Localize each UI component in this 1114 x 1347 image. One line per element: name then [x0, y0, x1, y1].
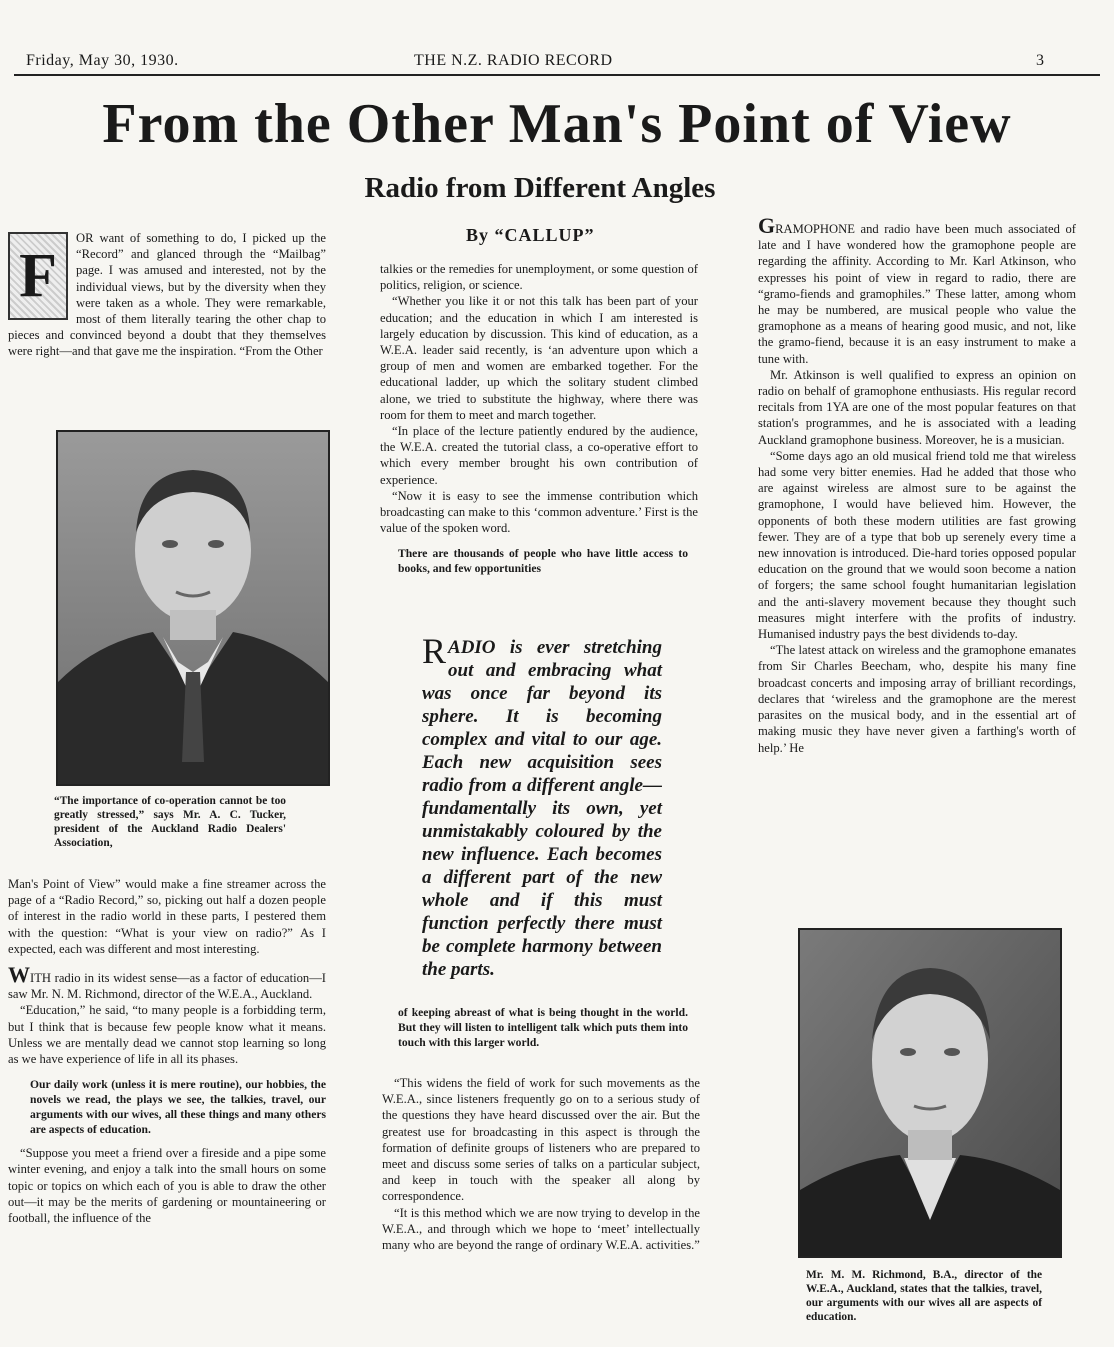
paragraph-gramophone — [758, 213, 1076, 367]
issue-date: Friday, May 30, 1930. — [26, 52, 179, 69]
gramophone-initial: G — [758, 213, 776, 238]
column-2-top — [380, 261, 698, 576]
paragraph-now: “Now it is easy to see the immense contribution which broadcasting can make to this ‘common adventure.’ First is the value of the spoken word. — [380, 488, 698, 536]
header-rule — [14, 74, 1100, 76]
column-3-text — [758, 213, 1076, 756]
bold-keeping-abreast: of keeping abreast of what is being thought in the world. But they will listen to intelligent talk which puts them into touch with this larger world. — [398, 1006, 688, 1049]
paragraph-education: “Education,” he said, “to many people is a forbidding term, but I think that is because few people know what it means. Unless we are mentally dead we cannot stop learning so long as we have experience of life in all its phases. — [8, 1003, 326, 1067]
pull-quote-text: ADIO is ever stretching out and embracing what was once far beyond its sphere. It is becoming complex and vital to our age. Each new acquisition sees radio from a different angle—fundamentally its own, yet unmistakably coloured by the new influence. Each becomes a different part of the new whole and if this must function perfectly there must be complete harmony between the parts. — [422, 637, 662, 980]
paragraph-whether: “Whether you like it or not this talk has been part of your education; and the education in which I am interested is largely education by discussion. This kind of education, as a W.E.A. leader said recently, is ‘an adventure upon which a group of men and women are embarked together. For the educational ladder, up which the solitary student climbed alone, we tried to substitute the highway, where there was room for them to meet and march together. — [380, 294, 698, 422]
paragraph-method: “It is this method which we are now trying to develop in the W.E.A., and through which we hope to ‘meet’ intellectually many who are beyond the range of ordinary W.E.A. activities.” — [382, 1205, 700, 1253]
bold-thousands: There are thousands of people who have little access to books, and few opportunities — [398, 547, 688, 576]
column-1-bottom — [8, 876, 326, 1226]
pull-quote — [422, 631, 662, 981]
portrait-tucker-image — [58, 432, 328, 784]
column-2-bottom — [382, 1075, 700, 1253]
bold-daily-work: Our daily work (unless it is mere routine), our hobbies, the novels we read, the plays we see, the talkies, travel, our arguments with our wives, all these things and many others are aspects of education. — [30, 1078, 326, 1137]
photo-richmond — [798, 928, 1062, 1258]
column-1-top — [8, 230, 326, 360]
paragraph-with-radio — [8, 962, 326, 1002]
photo-caption-richmond: Mr. M. M. Richmond, B.A., director of the W.E.A., Auckland, states that the talkies, travel, our arguments with our wives all are aspects of education. — [806, 1269, 1042, 1323]
subheadline: Radio from Different Angles — [364, 172, 716, 204]
with-text: ITH radio in its widest sense—as a factor of education—I saw Mr. N. M. Richmond, director of the W.E.A., Auckland. — [8, 971, 326, 1002]
with-initial: W — [8, 962, 30, 988]
pull-quote-initial: R — [422, 631, 447, 671]
byline: By “CALLUP” — [466, 225, 595, 245]
portrait-richmond-image — [800, 930, 1060, 1256]
headline: From the Other Man's Point of View — [102, 93, 1012, 155]
paragraph-widens: “This widens the field of work for such movements as the W.E.A., since listeners frequently go on to a serious study of the questions they have heard discussed over the air. But the greatest use for broadcasting in this aspect is through the formation of definite groups of listeners who are prepared to meet and discuss some series of talks on a particular subject, and keep in touch with the speaker all along by correspondence. — [382, 1076, 700, 1204]
page-number: 3 — [1036, 52, 1045, 69]
gramophone-text: RAMOPHONE and radio have been much associated of late and I have wondered how the gramophone people are regarding the affinity. According to Mr. Karl Atkinson, who expresses his point of view in regard to radio, there are “gramo-fiends and gramophiles.” These latter, among whom he may be numbered, are musical people who value the gramophone as a means of hearing good music, and not, like the gramo-fiend, because it is an easy instrument to make a tune with. — [758, 222, 1076, 366]
paragraph-mans-point: Man's Point of View” would make a fine streamer across the page of a “Radio Record,” so, picking out half a dozen people of interest in the radio world in these parts, I pestered them with the question: “What is your view on radio?” As I expected, each was different and most interesting. — [8, 877, 326, 956]
photo-caption-tucker: “The importance of co-operation cannot be too greatly stressed,” says Mr. A. C. Tucker, president of the Auckland Radio Dealers' Association, — [54, 795, 286, 849]
drop-cap: F — [8, 232, 68, 320]
intro-paragraph: OR want of something to do, I picked up the “Record” and glanced through the “Mailbag” page. I was amused and interested, not by the individual views, but by the diversity when they were taken as a whole. They were remarkable, most of them literally tearing the other chap to pieces and convinced beyond a doubt that they themselves were right—and that gave me the inspiration. “From the Other — [8, 231, 326, 359]
paragraph-some-days: “Some days ago an old musical friend told me that wireless had some very bitter enemies. Had he added that those who are against wireless are almost sure to be against the gramophone, I would have believed him. However, the opponents of both these modern utilities are fast growing fewer. They are of a type that bob up serenely every time a new innovation is introduced. Die-hard tories opposed popular education on the ground that we would soon become a nation of forgers; the same school fought humanitarian legislation and the anti-slavery movement because they thought such measures might interfere with the profits of industry. Humanised industry pays the best dividends to-day. — [758, 448, 1076, 642]
photo-tucker — [56, 430, 330, 786]
publication-name: THE N.Z. RADIO RECORD — [414, 52, 613, 69]
paragraph-suppose: “Suppose you meet a friend over a fireside and a pipe some winter evening, and enjoy a talk into the small hours on some topic or topics on which each of you is able to draw the other out—it may be the merits of gardening or mountaineering or football, the influence of the — [8, 1146, 326, 1226]
paragraph-in-place: “In place of the lecture patiently endured by the audience, the W.E.A. created the tutorial class, a co-operative effort to which every member brought his own contribution of experience. — [380, 424, 698, 487]
paragraph-latest-attack: “The latest attack on wireless and the gramophone emanates from Sir Charles Beecham, who, despite his many fine broadcast concerts and imposing array of brilliant recordings, declares that ‘wireless and the gramophone are the merest parasites on the musical body, and in the essential art of making music they have never given a farthing's worth of help.’ He — [758, 643, 1076, 755]
paragraph-talkies: talkies or the remedies for unemployment, or some question of politics, religion, or science. — [380, 262, 698, 293]
paragraph-atkinson: Mr. Atkinson is well qualified to express an opinion on radio on behalf of gramophone enthusiasts. His regular record recitals from 1YA are one of the most popular features on that station's programmes, and he is associated with a leading Auckland gramophone business. Moreover, he is a musician. — [758, 367, 1076, 447]
